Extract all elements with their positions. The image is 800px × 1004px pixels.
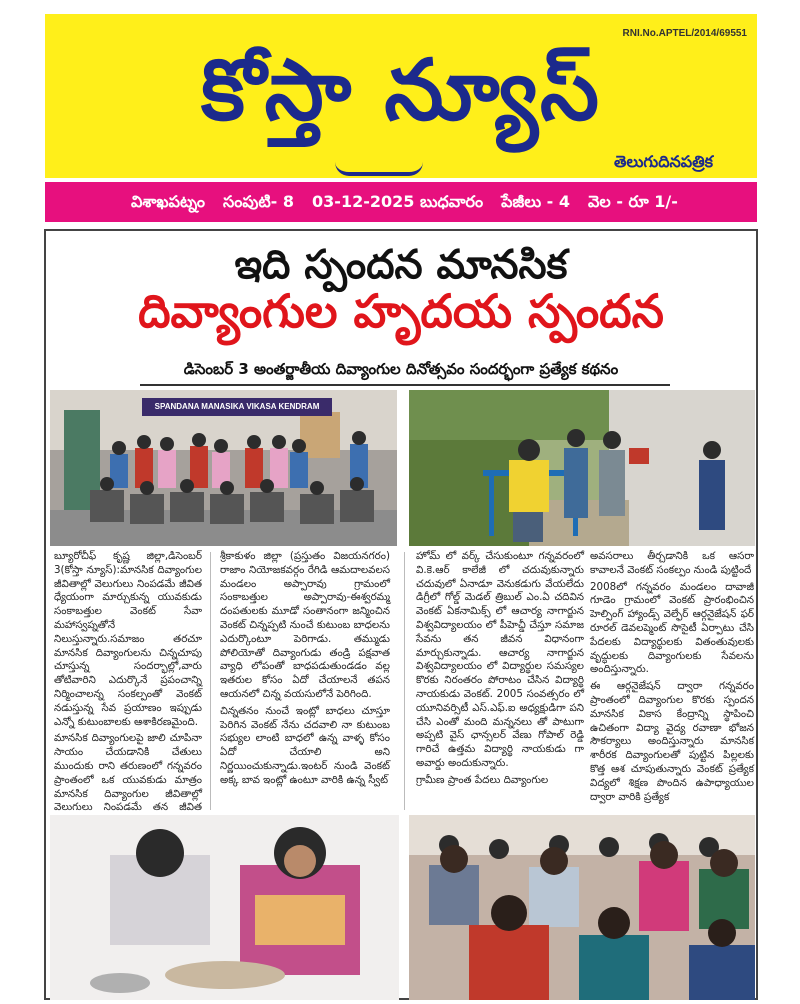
edition-pages: పేజీలు - 4 bbox=[501, 192, 571, 211]
rni-number: RNI.No.APTEL/2014/69551 bbox=[622, 28, 747, 39]
paragraph: శ్రీకాకుళం జిల్లా (ప్రస్తుతం విజయనగరం) రాజాం నియోజకవర్గం రేగిడి ఆమదాలవలస మండలం అప్పారావు గ్రామంలో సంకాబత్తుల అప్పారావు-ఈశ్వరమ్మ దంపతులకు మూడో సంతానంగా జన్మించిన వెంకట్ చిన్నప్పటి నుంచే కుటుంబ బాధలను ఎదుర్కొంటూ పెరిగాడు. తమ్ముడు పోలియోతో దివ్యాంగుడు తండ్రి పక్షవాత వ్యాధి లోపంతో బాధపడుతుండడం వల్ల ఇతరుల కోసం ఏదో చేయాలనే తపన ఆయనలో చిన్న వయసులోనే పెరిగింది. bbox=[220, 550, 390, 700]
article-column-1 bbox=[54, 550, 202, 812]
children-walking-photo bbox=[409, 390, 755, 546]
audience-illustration bbox=[409, 815, 755, 1000]
column-divider bbox=[210, 552, 211, 810]
masthead bbox=[45, 14, 757, 178]
edition-volume: సంపుటి- 8 bbox=[223, 192, 295, 211]
column-divider bbox=[404, 552, 405, 810]
headline-line-2: దివ్యాంగుల హృదయ స్పందన bbox=[138, 284, 664, 338]
newspaper-tagline: తెలుగుదినపత్రిక bbox=[614, 152, 713, 171]
children-walking-illustration bbox=[409, 390, 755, 546]
newspaper-name: కోస్తా న్యూస్ bbox=[201, 41, 601, 139]
edition-city: విశాఖపట్నం bbox=[131, 192, 206, 211]
paragraph: బ్యూరోచీఫ్ కృష్ణ జిల్లా,డిసెంబర్ 3(కోస్తా న్యూస్):మానసిక దివ్యాంగుల జీవితాల్లో వెలుగులు నింపడమే జీవిత ధ్యేయంగా మార్చుకున్న యువకుడు సంకాబత్తుల వెంకట్ సేవా మహాస్వప్నతోనే నిలుస్తున్నారు.సమాజం తరచూ మానసిక దివ్యాంగులను చిన్నచూపు చూస్తున్న సందర్భాల్లో,వారు తోటివారిని ఎదుర్కొనే ప్రపంచాన్ని నిర్మించాలన్న సంకల్పంతో వెంకట్ నడుస్తున్న సేవ ప్రయాణం ఇప్పుడు ఎన్నో కుటుంబాలకు ఆశాకిరణమైంది. bbox=[54, 550, 202, 728]
paragraph: చిన్నతనం నుంచే ఇంట్లో బాధలు చూస్తూ పెరిగిన వెంకట్ నేను చదవాలి నా కుటుంబ సభ్యుల లాంటి బాధలో ఉన్న వాళ్ళ కోసం ఏదో చేయాలి అని నిర్ణయించుకున్నాడు.ఇంటర్ నుండి వెంకట్ అక్క బావ ఇంట్లో ఉంటూ వారికి ఉన్న స్వీట్ bbox=[220, 704, 390, 786]
group-photo-center bbox=[50, 390, 397, 546]
paragraph: గ్రామీణ ప్రాంత పేదలు దివ్యాంగుల bbox=[416, 773, 549, 786]
subheadline: డిసెంబర్ 3 అంతర్జాతీయ దివ్యాంగుల దినోత్సవం సందర్భంగా ప్రత్యేక కథనం bbox=[183, 360, 619, 378]
edition-date: 03-12-2025 బుధవారం bbox=[312, 192, 484, 211]
article-column-2 bbox=[220, 550, 390, 812]
edition-price: వెల - రూ 1/- bbox=[588, 192, 678, 211]
article-column-3 bbox=[416, 550, 584, 812]
audience-photo bbox=[409, 815, 755, 1000]
edition-info-bar bbox=[45, 182, 757, 222]
paragraph: అవసరాలు తీర్చడానికి ఒక ఆసరా కావాలనే వెంకట్ సంకల్పం నుండి పుట్టిందే bbox=[590, 550, 754, 576]
paragraph: ఈ ఆర్గనైజేషన్ ద్వారా గన్నవరం ప్రాంతంలో దివ్యాంగుల కొరకు స్పందన మానసిక వికాస కేంద్రాన్ని స్థాపించి ఉచితంగా విద్యా వైద్య రవాణా భోజన సౌకర్యాలు అందిస్తున్నారు మానసిక శారీరక దివ్యాంగులతో పుట్టిన పిల్లలకు కొత్త ఆశ చూపుతున్నారు వెంకట్ ప్రత్యేక విద్యలో శిక్షణ పొందిన ఉపాధ్యాయుల ద్వారా వారికి ప్రత్యేక bbox=[590, 680, 754, 803]
activity-photo bbox=[50, 815, 399, 1000]
paragraph: 2008లో గన్నవరం మండలం దావాజీ గూడెం గ్రామంలో వెంకట్ ప్రారంభించిన హెల్పింగ్ హ్యాండ్స్ వెల్ఫేర్ ఆర్గనైజేషన్ ఫర్ రూరల్ డెవలప్మెంట్ సొసైటీ ఏర్పాటు చేసి పేదలకు విద్యార్థులకు వితంతువులకు వృద్ధులకు దివ్యాంగులకు సేవలను అందిస్తున్నారు. bbox=[590, 580, 754, 676]
subheadline-rule bbox=[140, 384, 670, 386]
headline-line-1: ఇది స్పందన మానసిక bbox=[234, 242, 568, 288]
paragraph: మానసిక దివ్యాంగులపై జాలి చూపినా సాయం చేయడానికి చేతులు ముందుకు రాని తరుణంలో గన్నవరం ప్రాంతంలో ఒక యువకుడు మాత్రం మానసిక దివ్యాంగుల జీవితాల్లో వెలుగులు నింపడమే తన జీవిత bbox=[54, 732, 202, 814]
paragraph: హోమ్ లో వర్క్ చేసుకుంటూ గన్నవరంలో వి.కె.ఆర్ కాలేజీ లో చదువుకున్నారు చదువులో ఏనాడూ వెనుకడుగు వేయలేదు డిగ్రీలో గోల్డ్ మెడల్ త్రిబుల్ ఎం.ఏ చదివిన వెంకట్ ఏకనామిక్స్ లో ఆచార్య నాగార్జున విశ్వవిద్యాలయం లో పీహెచ్డీ చేస్తూ సమాజ సేవను తన జీవన విధానంగా మార్చుకున్నాడు. ఆచార్య నాగార్జున విశ్వవిద్యాలయం లో విద్యార్థుల సమస్యల కొరకు నిరంతరం పోరాటం చేసిన విద్యార్థి నాయకుడు వెంకట్. 2005 సంవత్సరం లో యూనివర్సిటీ ఎస్.ఎఫ్.ఐ అధ్యక్షుడిగా పని చేసి ఎంతో మంది మన్ననలు తో పాటుగా అప్పటి వైస్ ఛాన్సలర్ వేణు గోపాల్ రెడ్డి గారిచే ఉత్తమ విద్యార్థి నాయకుడు గా అవార్డు అందుకున్నారు. bbox=[416, 550, 584, 769]
article-column-4 bbox=[590, 550, 754, 812]
activity-illustration bbox=[50, 815, 399, 1000]
center-signboard: SPANDANA MANASIKA VIKASA KENDRAM bbox=[142, 398, 332, 416]
logo-swash bbox=[335, 162, 423, 176]
